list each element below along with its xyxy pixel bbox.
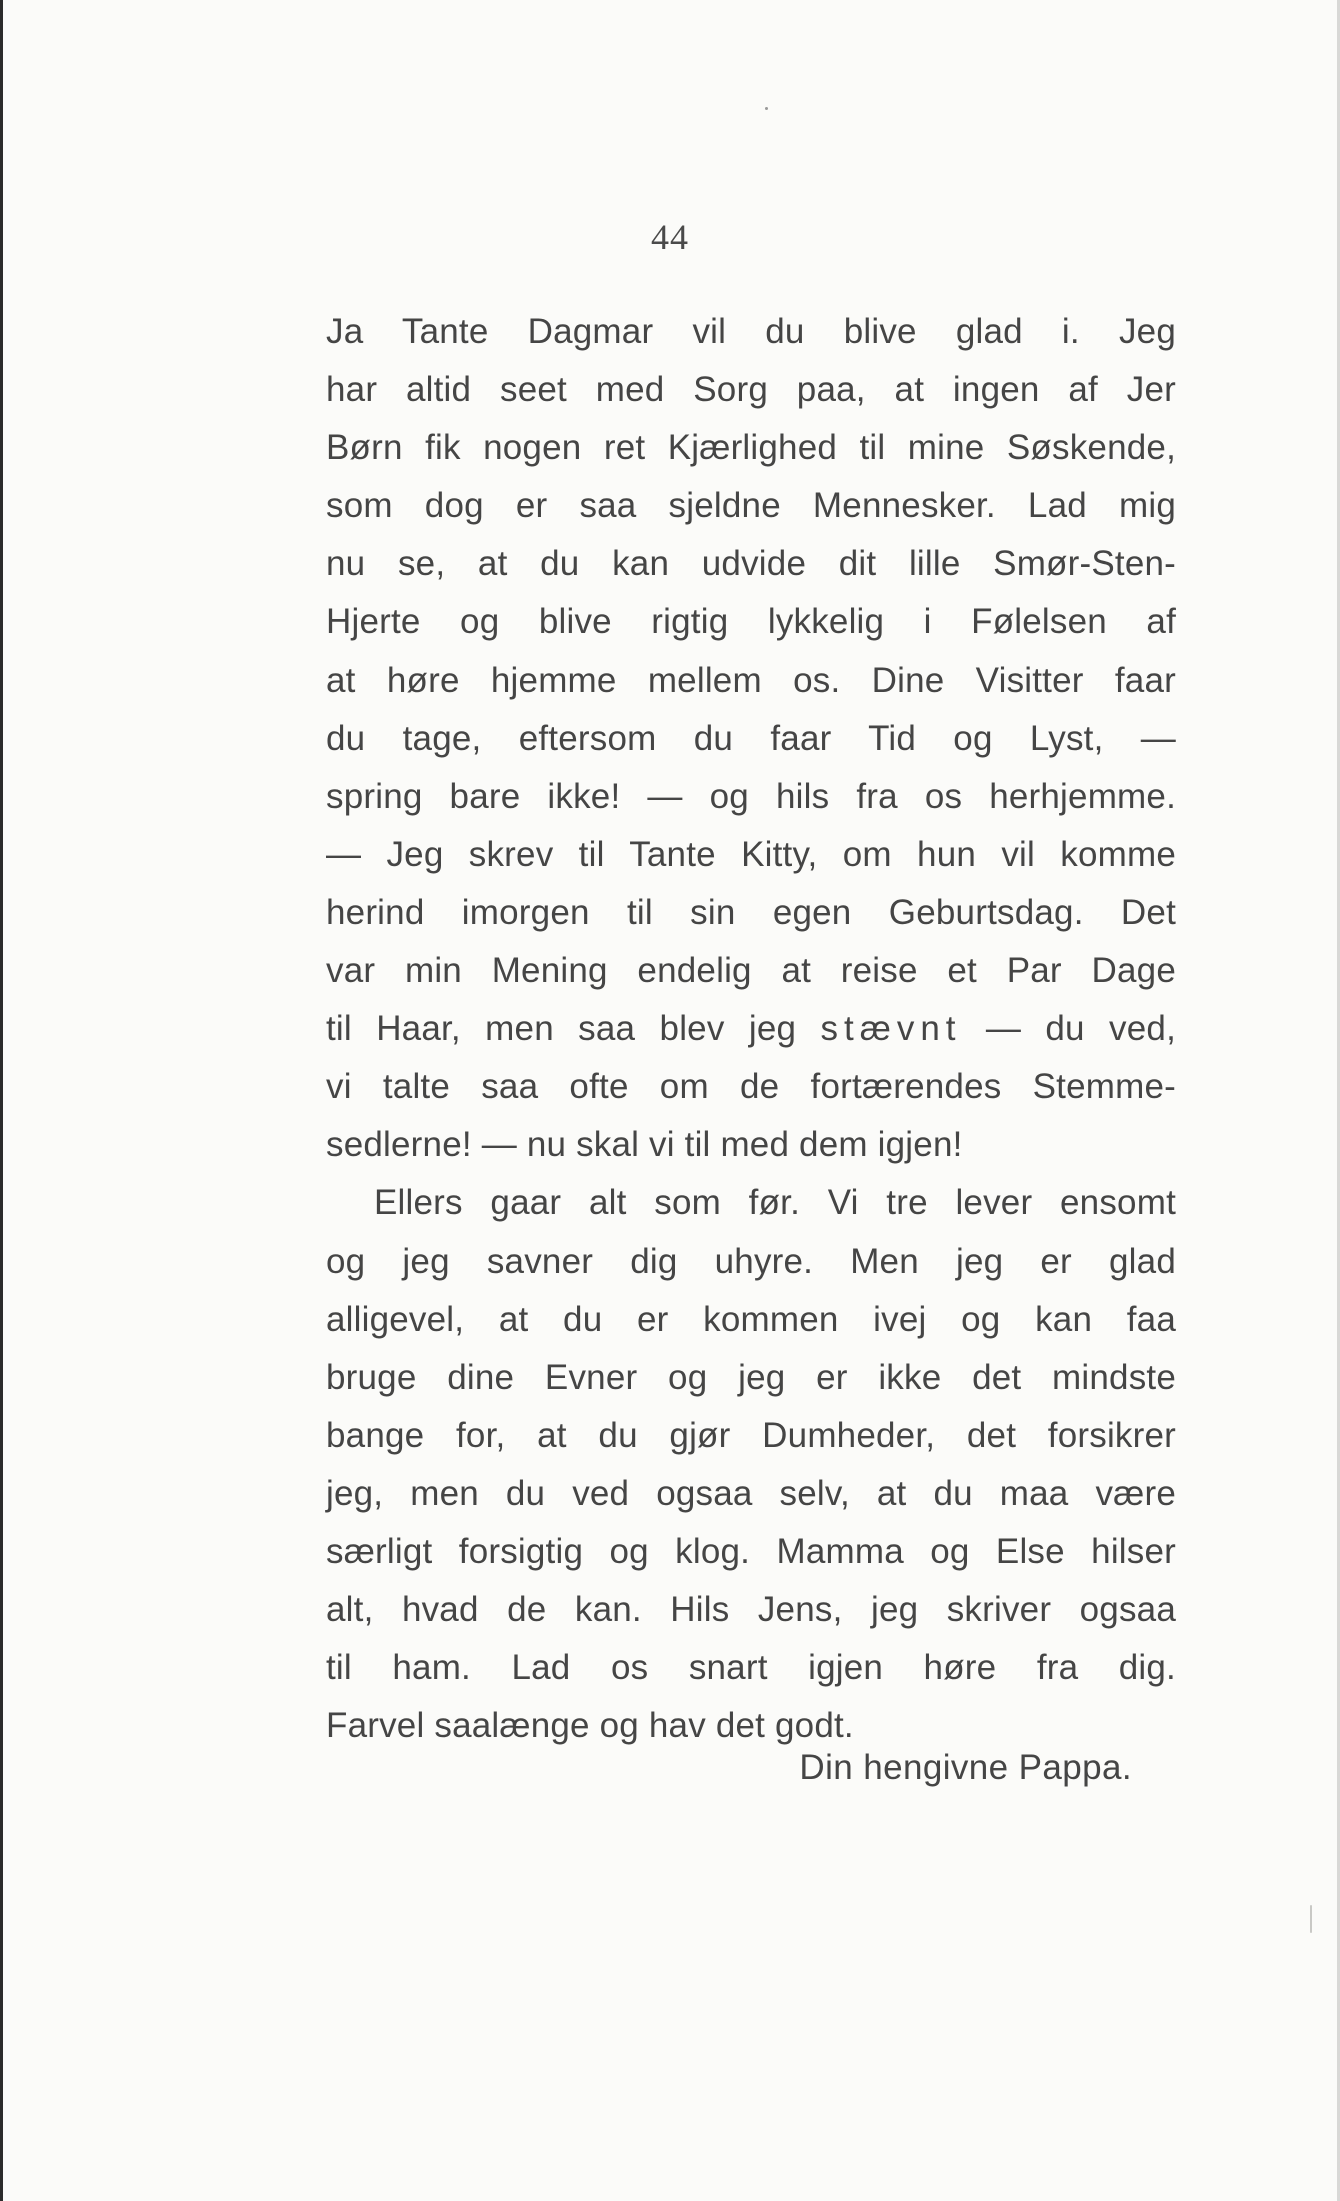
text-segment: til Haar, men saa blev jeg: [326, 1009, 821, 1049]
paper-mark: [1310, 1905, 1312, 1933]
spaced-emphasis-word: stævnt: [820, 1009, 962, 1049]
text-segment: — du ved,: [961, 1009, 1176, 1049]
page-number: 44: [651, 217, 689, 257]
text-line: vi talte saa ofte om de fortærendes Stemme-: [326, 1067, 1176, 1107]
text-line: — Jeg skrev til Tante Kitty, om hun vil komme: [326, 834, 1176, 874]
text-line: var min Mening endelig at reise et Par Dage: [326, 951, 1176, 991]
text-line: spring bare ikke! — og hils fra os herhjemme.: [326, 776, 1176, 816]
text-line: har altid seet med Sorg paa, at ingen af Jer: [326, 370, 1176, 410]
text-line: Farvel saalænge og hav det godt.: [326, 1706, 854, 1746]
text-line: særligt forsigtig og klog. Mamma og Else hilser: [326, 1531, 1176, 1571]
text-line: bruge dine Evner og jeg er ikke det mindste: [326, 1357, 1176, 1397]
text-line: som dog er saa sjeldne Mennesker. Lad mig: [326, 486, 1176, 526]
text-line: Ja Tante Dagmar vil du blive glad i. Jeg: [326, 312, 1176, 351]
paper-speck: [765, 107, 768, 110]
letter-body: [326, 303, 1176, 1755]
text-line: jeg, men du ved ogsaa selv, at du maa være: [326, 1473, 1176, 1513]
text-line: og jeg savner dig uhyre. Men jeg er glad: [326, 1241, 1176, 1281]
text-line: sedlerne! — nu skal vi til med dem igjen!: [326, 1125, 963, 1165]
text-line: herind imorgen til sin egen Geburtsdag. Det: [326, 892, 1176, 932]
text-line: til ham. Lad os snart igjen høre fra dig.: [326, 1648, 1176, 1688]
signature: Din hengivne Pappa.: [799, 1748, 1132, 1787]
paragraph-start-line: Ellers gaar alt som før. Vi tre lever ensomt: [374, 1183, 1176, 1223]
text-line: Hjerte og blive rigtig lykkelig i Følelsen af: [326, 602, 1176, 642]
text-line: alligevel, at du er kommen ivej og kan faa: [326, 1299, 1176, 1339]
text-line: du tage, eftersom du faar Tid og Lyst, —: [326, 718, 1176, 758]
text-line: at høre hjemme mellem os. Dine Visitter faar: [326, 660, 1176, 700]
text-line-emphasis: [326, 1000, 1176, 1058]
text-line: bange for, at du gjør Dumheder, det forsikrer: [326, 1415, 1176, 1455]
text-line: nu se, at du kan udvide dit lille Smør-Sten-: [326, 544, 1176, 584]
text-line: alt, hvad de kan. Hils Jens, jeg skriver ogsaa: [326, 1590, 1176, 1630]
text-line: Børn fik nogen ret Kjærlighed til mine Søskende,: [326, 428, 1176, 468]
